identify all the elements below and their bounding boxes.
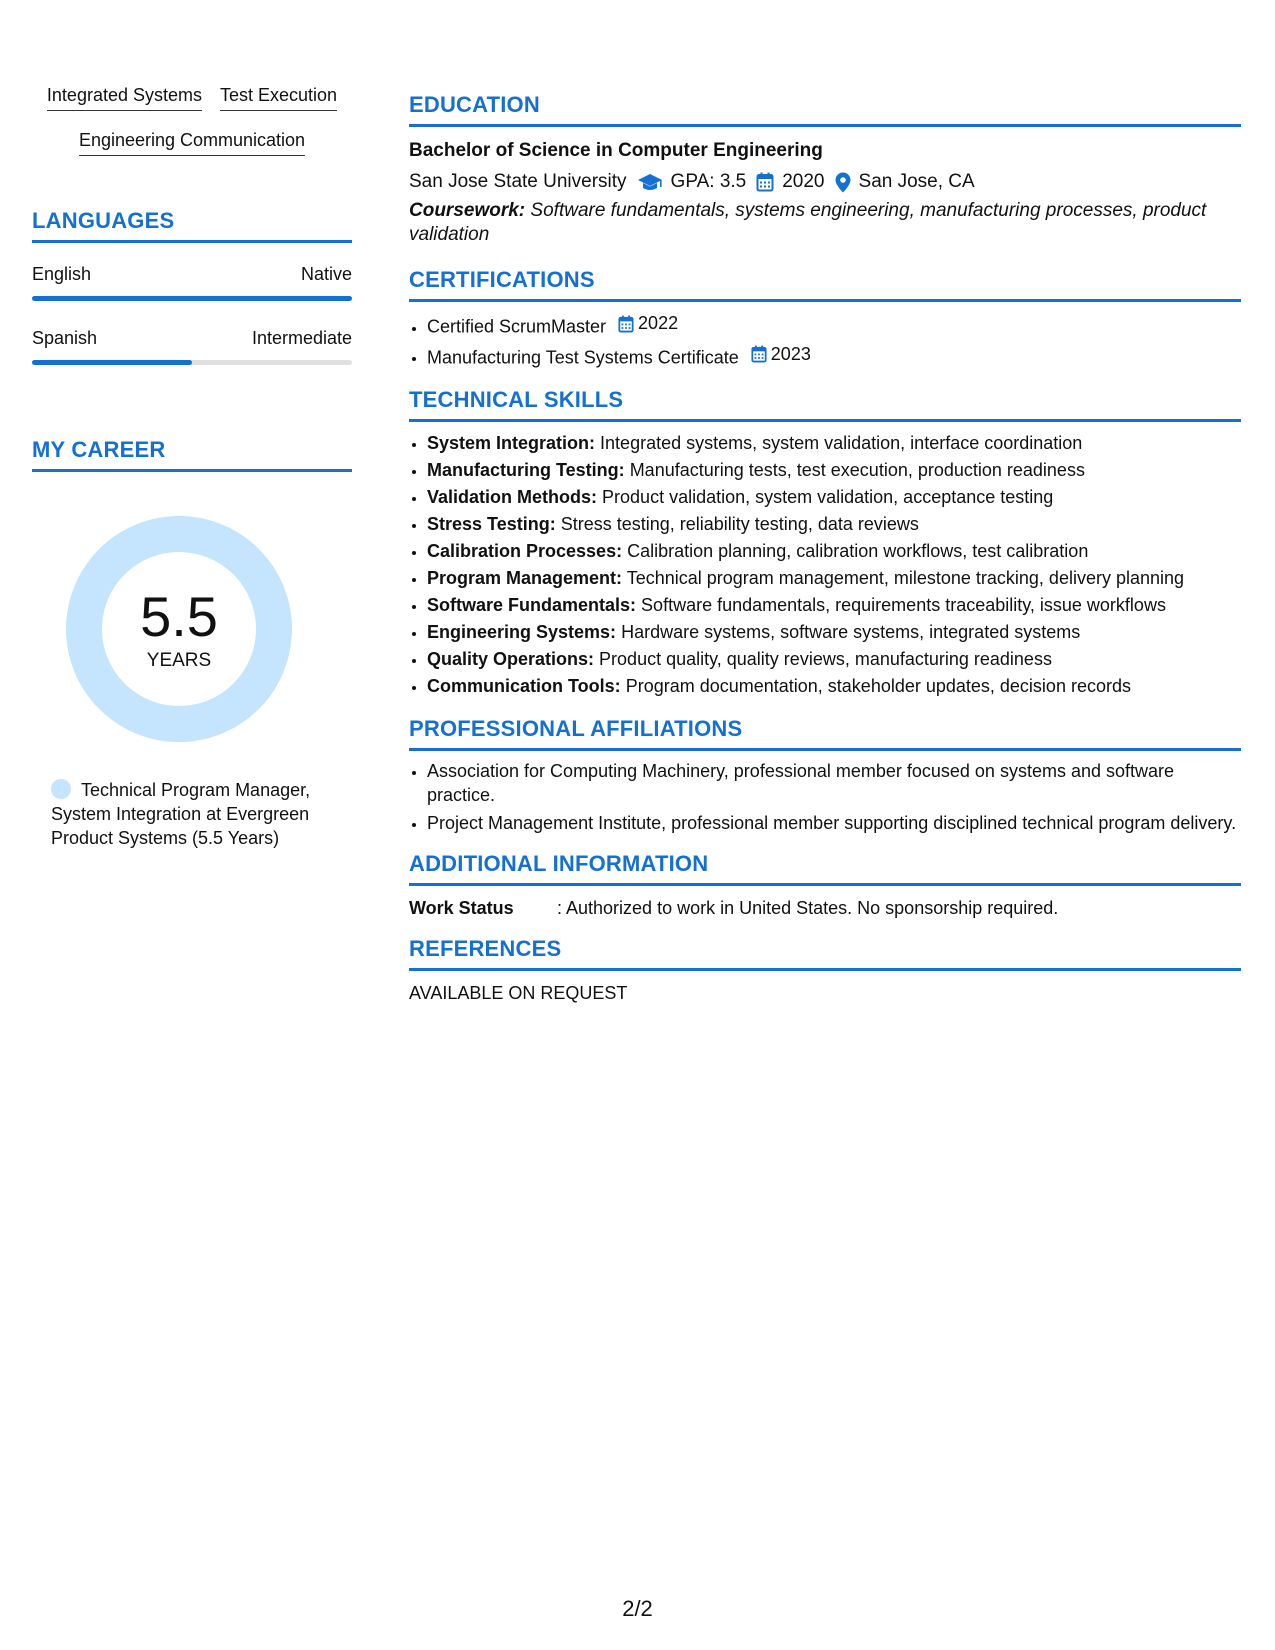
technical-skills-list — [409, 430, 1241, 700]
language-level: Intermediate — [251, 328, 352, 348]
references-section — [409, 936, 1241, 1005]
skill-text: Manufacturing tests, test execution, production readiness — [629, 460, 1085, 480]
skill-text: Calibration planning, calibration workflows, test calibration — [627, 541, 1089, 561]
skill-tag: Test Execution — [220, 84, 337, 111]
language-item — [32, 263, 352, 301]
skill-text: Hardware systems, software systems, integrated systems — [621, 622, 1081, 642]
certification-year: 2023 — [770, 343, 811, 364]
skill-item — [427, 457, 1241, 484]
certification-item — [427, 310, 1241, 341]
school-name: San Jose State University — [409, 171, 627, 192]
affiliation-item: • Project Management Institute, professional member supporting disciplined technical program delivery. — [427, 811, 1241, 835]
affiliation-item: • Association for Computing Machinery, professional member focused on systems and software practice. — [427, 759, 1241, 807]
skill-text: Stress testing, reliability testing, data reviews — [560, 514, 919, 534]
work-status-value: : Authorized to work in United States. No sponsorship required. — [557, 898, 1059, 918]
skill-label: Quality Operations: — [427, 649, 595, 669]
certifications-section — [409, 267, 1241, 371]
graduation-cap-icon — [637, 172, 663, 192]
career-legend — [51, 778, 352, 850]
certification-name: Manufacturing Test Systems Certificate — [427, 347, 739, 367]
school-location: San Jose, CA — [858, 171, 975, 192]
career-donut — [66, 516, 292, 742]
additional-info-section — [409, 851, 1241, 920]
affiliations-title: PROFESSIONAL AFFILIATIONS — [409, 716, 1241, 751]
additional-info-title: ADDITIONAL INFORMATION — [409, 851, 1241, 886]
degree-title: Bachelor of Science in Computer Engineering — [409, 140, 823, 161]
skill-item — [427, 592, 1241, 619]
education-title: EDUCATION — [409, 92, 1241, 127]
legend-dot-icon — [51, 779, 71, 799]
skill-label: Manufacturing Testing: — [427, 460, 625, 480]
language-bar — [32, 296, 352, 301]
skill-tag: Integrated Systems — [47, 84, 202, 111]
certification-year: 2022 — [638, 313, 679, 333]
skill-item — [427, 673, 1241, 700]
calendar-icon — [756, 172, 774, 192]
gpa: GPA: 3.5 — [670, 171, 747, 192]
right-column — [409, 92, 1241, 1005]
skill-label: Calibration Processes: — [427, 541, 623, 561]
skill-text: Product validation, system validation, acceptance testing — [602, 487, 1054, 507]
technical-skills-section — [409, 387, 1241, 700]
skill-text: Software fundamentals, requirements traceability, issue workflows — [641, 595, 1166, 615]
skill-tag: Engineering Communication — [79, 129, 305, 156]
work-status-row — [409, 896, 1241, 920]
skill-text: Program documentation, stakeholder updates, decision records — [625, 676, 1131, 696]
skill-label: Program Management: — [427, 568, 623, 588]
graduation-year: 2020 — [782, 171, 825, 192]
skill-item — [427, 619, 1241, 646]
coursework-label: Coursework: — [409, 200, 526, 221]
references-text: AVAILABLE ON REQUEST — [409, 983, 628, 1003]
languages-section — [32, 208, 352, 365]
certifications-list — [409, 310, 1241, 371]
language-bar — [32, 360, 352, 365]
certification-name: Certified ScrumMaster — [427, 316, 607, 337]
career-section — [32, 437, 352, 850]
language-item — [32, 327, 352, 365]
skill-item — [427, 430, 1241, 457]
coursework — [409, 199, 1241, 247]
work-status-label: Work Status — [409, 898, 514, 918]
affiliations-list — [409, 759, 1241, 835]
education-section — [409, 92, 1241, 247]
coursework-text: Software fundamentals, systems engineering, manufacturing processes, product validation — [409, 200, 1207, 245]
certifications-title: CERTIFICATIONS — [409, 267, 1241, 302]
skill-item — [427, 484, 1241, 511]
language-level: Native — [300, 264, 352, 284]
skill-item — [427, 646, 1241, 673]
career-title: MY CAREER — [32, 437, 352, 472]
affiliations-section — [409, 716, 1241, 835]
calendar-icon — [618, 315, 634, 333]
skill-label: Engineering Systems: — [427, 622, 617, 642]
technical-skills-title: TECHNICAL SKILLS — [409, 387, 1241, 422]
languages-title: LANGUAGES — [32, 208, 352, 243]
language-name: English — [32, 264, 92, 284]
language-bar-fill — [32, 296, 352, 301]
career-years-unit: YEARS — [146, 650, 212, 671]
skill-item — [427, 511, 1241, 538]
page-number: 2/2 — [622, 1596, 653, 1621]
skill-label: System Integration: — [427, 433, 596, 453]
career-legend-label: Technical Program Manager, System Integration at Evergreen Product Systems (5.5 Years) — [51, 780, 311, 848]
skill-item — [427, 565, 1241, 592]
map-pin-icon — [835, 172, 851, 193]
skill-label: Validation Methods: — [427, 487, 598, 507]
skill-text: Integrated systems, system validation, interface coordination — [600, 433, 1083, 453]
education-details — [409, 169, 1241, 195]
language-name: Spanish — [32, 328, 98, 348]
calendar-icon — [751, 345, 767, 363]
skill-text: Technical program management, milestone tracking, delivery planning — [626, 568, 1185, 588]
certification-item — [427, 341, 1241, 372]
skill-label: Communication Tools: — [427, 676, 621, 696]
skill-item — [427, 538, 1241, 565]
career-total-years: 5.5 — [140, 585, 218, 648]
skill-label: Stress Testing: — [427, 514, 556, 534]
skill-text: Product quality, quality reviews, manufacturing readiness — [599, 649, 1052, 669]
left-column — [32, 84, 352, 850]
skill-label: Software Fundamentals: — [427, 595, 637, 615]
references-title: REFERENCES — [409, 936, 1241, 971]
language-bar-fill — [32, 360, 192, 365]
skill-tags — [32, 84, 352, 156]
